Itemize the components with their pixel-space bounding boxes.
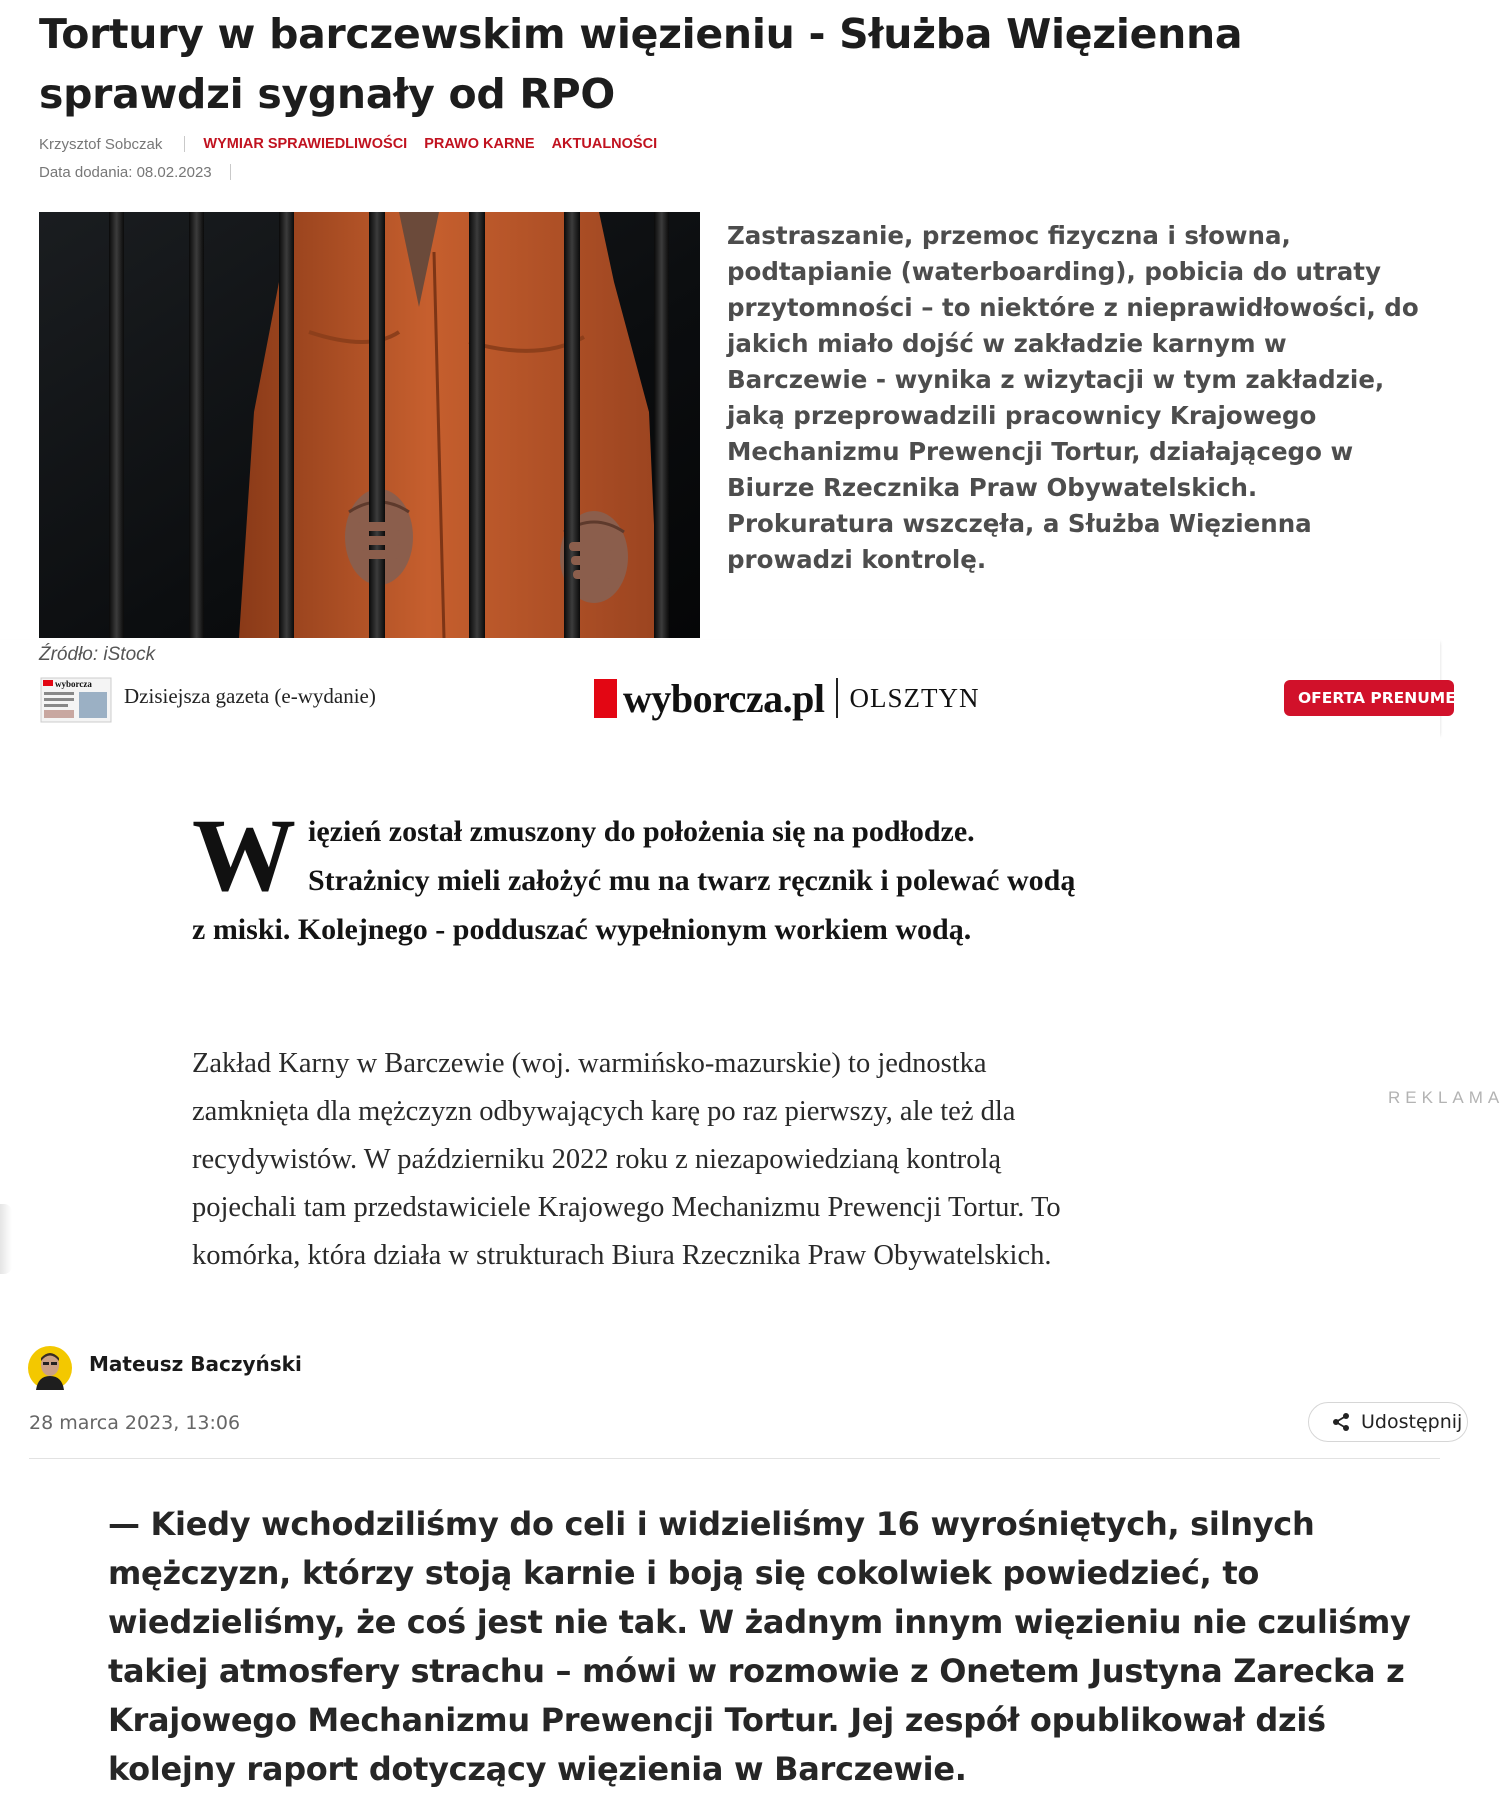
thumb-masthead: wyborcza [55,679,92,689]
share-icon [1331,1412,1351,1432]
article-date-row [39,162,231,182]
meta-divider [230,164,231,180]
author-name[interactable]: Mateusz Baczyński [89,1352,302,1376]
article-intro-text: ięzień został zmuszony do położenia się na podłodze. Strażnicy mieli założyć mu na twarz ręcznik i polewać wodą z miski. Kolejnego - podduszać wypełnionym workiem wodą. [192,815,1076,946]
share-label: Udostępnij [1361,1411,1463,1433]
article-lead: Zastraszanie, przemoc fizyczna i słowna, podtapianie (waterboarding), pobicia do utraty przytomności – to niektóre z nieprawidłowości, do jakich miało dojść w zakładzie karnym w Barczewie - wynika z wizytacji w tym zakładzie, jaką przeprowadzili pracownicy Krajowego Mechanizmu Prewencji Tortur, działającego w Biurze Rzecznika Praw Obywatelskich. Prokuratura wszczęła, a Służba Więzienna prowadzi kontrolę. [727,221,1419,574]
logo-text: wyborcza.pl [623,675,825,721]
logo-city: OLSZTYN [849,682,980,713]
subscription-offer-button[interactable]: OFERTA PRENUMERATY [1284,680,1454,716]
article-photo [39,212,700,638]
article-title: Tortury w barczewskim więzieniu - Służba Więzienna sprawdzi sygnały od RPO [39,10,1243,118]
publish-date: 28 marca 2023, 13:06 [29,1412,241,1434]
divider [29,1458,1440,1459]
e-edition-link[interactable]: Dzisiejsza gazeta (e-wydanie) [124,684,376,708]
share-button[interactable] [1308,1402,1468,1442]
article-paragraph: Zakład Karny w Barczewie (woj. warmińsko-mazurskie) to jednostka zamknięta dla mężczyzn odbywających karę po raz pierwszy, ale też dla recydywistów. W październiku 2022 roku z niezapowiedzianą kontrolą pojechali tam przedstawiciele Krajowego Mechanizmu Prewencji Tortur. To komórka, która działa w strukturach Biura Rzecznika Praw Obywatelskich. [192,1048,1061,1271]
article-header [0,0,1440,640]
article-body [0,734,1504,1346]
logo-red-block [594,679,617,718]
ad-label: REKLAMA [1388,1088,1504,1107]
wyborcza-logo[interactable] [594,676,980,720]
article-meta [39,134,674,154]
logo-divider [836,678,838,718]
wyborcza-bar [0,640,1501,734]
side-panel-handle[interactable] [0,1204,12,1274]
e-edition-thumbnail[interactable] [41,678,111,722]
dropcap: W [192,798,296,913]
meta-divider [184,136,185,152]
category-link[interactable]: WYMIAR SPRAWIEDLIWOŚCI [203,136,408,152]
article-date: Data dodania: 08.02.2023 [39,163,212,181]
author-avatar[interactable] [28,1346,72,1390]
onet-article [0,1346,1463,1800]
article-quote: — Kiedy wchodziliśmy do celi i widzieliśmy 16 wyrośniętych, silnych mężczyzn, którzy stoją karnie i boją się cokolwiek powiedzieć, to wiedzieliśmy, że coś jest nie tak. W żadnym innym więzieniu nie czuliśmy takiej atmosfery strachu – mówi w rozmowie z Onetem Justyna Zarecka z Krajowego Mechanizmu Prewencji Tortur. Jej zespół opublikował dziś kolejny raport dotyczący więzienia w Barczewie. [108,1505,1411,1788]
author-name[interactable]: Krzysztof Sobczak [39,135,163,153]
article-intro [192,798,1092,954]
category-link[interactable]: AKTUALNOŚCI [551,136,658,152]
image-source: Źródło: iStock [39,644,156,665]
category-link[interactable]: PRAWO KARNE [424,136,535,152]
